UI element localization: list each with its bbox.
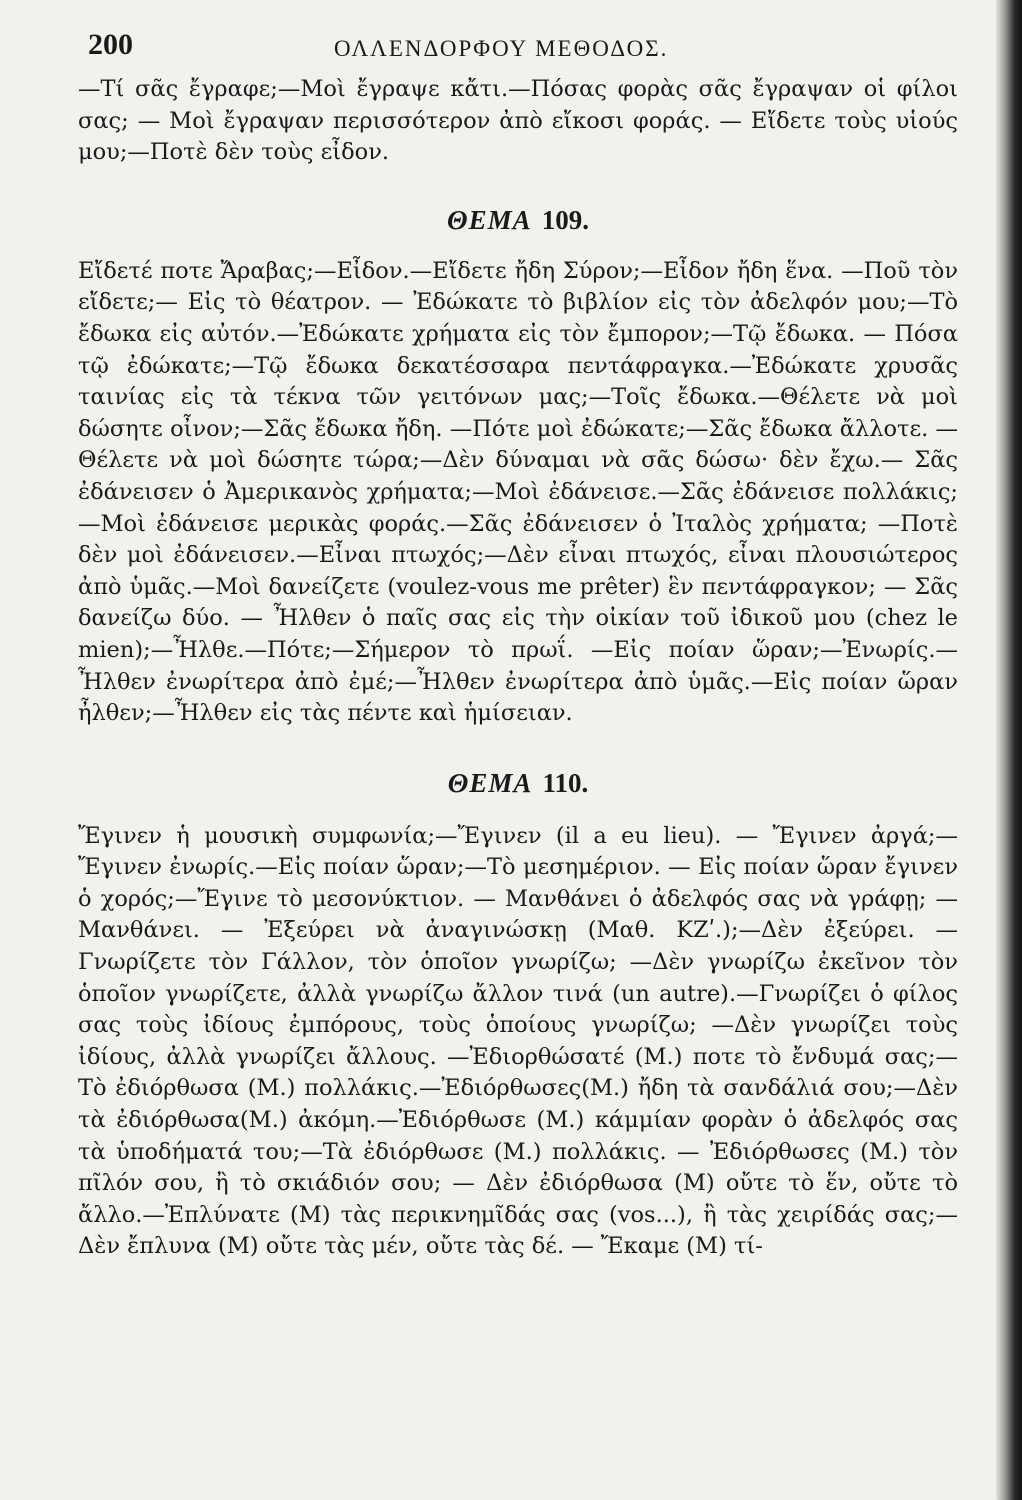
section-title-word: ΘΕΜΑ bbox=[447, 204, 532, 235]
page-header bbox=[78, 22, 958, 74]
section-title-109 bbox=[78, 205, 958, 236]
running-head: ΟΛΛΕΝΔΟΡΦΟΥ ΜΕΘΟΔΟΣ. bbox=[334, 36, 669, 61]
section-109-paragraph: Εἴδετέ ποτε Ἄραβας;—Εἶδον.—Εἴδετε ἤδη Σύρον;—Εἶδον ἤδη ἕνα. —Ποῦ τὸν εἴδετε;— Εἰς τὸ θέατρον. — Ἐδώκατε τὸ βιβλίον εἰς τὸν ἀδελφόν μου;—Τὸ ἔδωκα εἰς αὐτόν.—Ἐδώκατε χρήματα εἰς τὸν ἔμπορον;—Τῷ ἔδωκα. — Πόσα τῷ ἐδώκατε;—Τῷ ἔδωκα δεκατέσσαρα πεντάφραγκα.—Ἐδώκατε χρυσᾶς ταινίας εἰς τὰ τέκνα τῶν γειτόνων μας;—Τοῖς ἔδωκα.—Θέλετε νὰ μοὶ δώσητε οἶνον;—Σᾶς ἔδωκα ἤδη. —Πότε μοὶ ἐδώκατε;—Σᾶς ἔδωκα ἄλλοτε. — Θέλετε νὰ μοὶ δώσητε τώρα;—Δὲν δύναμαι νὰ σᾶς δώσω· δὲν ἔχω.— Σᾶς ἐδάνεισεν ὁ Ἀμερικανὸς χρήματα;—Μοὶ ἐδάνεισε.—Σᾶς ἐδάνεισε πολλάκις;—Μοὶ ἐδάνεισε μερικὰς φοράς.—Σᾶς ἐδάνεισεν ὁ Ἰταλὸς χρήματα; —Ποτὲ δὲν μοὶ ἐδάνεισεν.—Εἶναι πτωχός;—Δὲν εἶναι πτωχός, εἶναι πλουσιώτερος ἀπὸ ὑμᾶς.—Μοὶ δανείζετε (voulez-vous me prêter) ἓν πεντάφραγκον; — Σᾶς δανείζω δύο. — Ἦλθεν ὁ παῖς σας εἰς τὴν οἰκίαν τοῦ ἰδικοῦ μου (chez le mien);—Ἦλθε.—Πότε;—Σήμερον τὸ πρωΐ. —Εἰς ποίαν ὥραν;—Ἐνωρίς.—Ἦλθεν ἐνωρίτερα ἀπὸ ἐμέ;—Ἦλθεν ἐνωρίτερα ἀπὸ ὑμᾶς.—Εἰς ποίαν ὥραν ἦλθεν;—Ἦλθεν εἰς τὰς πέντε καὶ ἡμίσειαν. bbox=[78, 257, 958, 727]
book-page bbox=[78, 22, 958, 1263]
book-spine-shadow bbox=[996, 0, 1022, 1500]
intro-paragraph: —Τί σᾶς ἔγραφε;—Μοὶ ἔγραψε κἄτι.—Πόσας φορὰς σᾶς ἔγραψαν οἱ φίλοι σας; — Μοὶ ἔγραψαν περισσότερον ἀπὸ εἴκοσι φοράς. — Εἴδετε τοὺς υἱούς μου;—Ποτὲ δὲν τοὺς εἶδον. bbox=[78, 76, 958, 166]
section-110-paragraph: Ἔγινεν ἡ μουσικὴ συμφωνία;—Ἔγινεν (il a eu lieu). — Ἔγινεν ἀργά;—Ἔγινεν ἐνωρίς.—Εἰς ποίαν ὥραν;—Τὸ μεσημέριον. — Εἰς ποίαν ὥραν ἔγινεν ὁ χορός;—Ἔγινε τὸ μεσονύκτιον. — Μανθάνει ὁ ἀδελφός σας νὰ γράφῃ; — Μανθάνει. — Ἐξεύρει νὰ ἀναγινώσκῃ (Μαθ. ΚΖʹ.);—Δὲν ἐξεύρει. — Γνωρίζετε τὸν Γάλλον, τὸν ὁποῖον γνωρίζω; —Δὲν γνωρίζω ἐκεῖνον τὸν ὁποῖον γνωρίζετε, ἀλλὰ γνωρίζω ἄλλον τινά (un autre).—Γνωρίζει ὁ φίλος σας τοὺς ἰδίους ἐμπόρους, τοὺς ὁποίους γνωρίζω; —Δὲν γνωρίζει τοὺς ἰδίους, ἀλλὰ γνωρίζει ἄλλους. —Ἐδιορθώσατέ (Μ.) ποτε τὸ ἔνδυμά σας;—Τὸ ἐδιόρθωσα (Μ.) πολλάκις.—Ἐδιόρθωσες(Μ.) ἤδη τὰ σανδάλιά σου;—Δὲν τὰ ἐδιόρθωσα(Μ.) ἀκόμη.—Ἐδιόρθωσε (Μ.) κάμμίαν φορὰν ὁ ἀδελφός σας τὰ ὑποδήματά του;—Τὰ ἐδιόρθωσε (Μ.) πολλάκις. — Ἐδιόρθωσες (Μ.) τὸν πῖλόν σου, ἢ τὸ σκιάδιόν σου; — Δὲν ἐδιόρθωσα (Μ) οὔτε τὸ ἕν, οὔτε τὸ ἄλλο.—Ἐπλύνατε (Μ) τὰς περικνημῖδάς σας (vos...), ἢ τὰς χειρίδάς σας;—Δὲν ἔπλυνα (Μ) οὔτε τὰς μέν, οὔτε τὰς δέ. — Ἔκαμε (Μ) τί- bbox=[78, 822, 958, 1260]
page-number: 200 bbox=[88, 28, 133, 61]
section-title-number: 110. bbox=[542, 767, 589, 798]
section-title-110 bbox=[78, 768, 958, 799]
section-title-number: 109. bbox=[541, 204, 589, 235]
section-title-word: ΘΕΜΑ bbox=[447, 767, 533, 798]
